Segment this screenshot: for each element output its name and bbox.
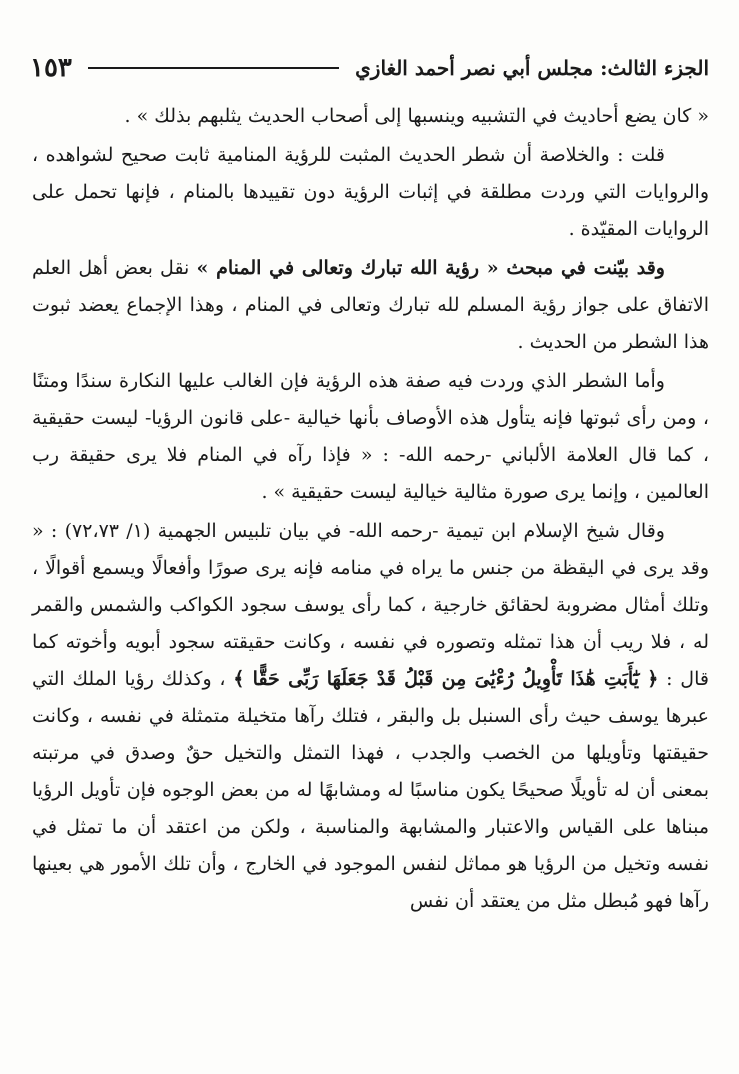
paragraph-text-continued: ، وكذلك رؤيا الملك التي عبرها يوسف حيث رأى السنبل بل والبقر ، فتلك رآها متخيلة متمثلة في نفسه ، وكانت حقيقتها وتأويلها من الخصب والجدب ، فهذا التمثل والتخيل حقٌ وصدق في مرتبته بمعنى أن له تأويلًا صحيحًا يكون مناسبًا له ومشابهًا له من بعض الوجوه فإن تأويل الرؤيا مبناها على القياس والاعتبار والمشابهة والمناسبة ، ولكن من اعتقد أن ما تمثل في نفسه وتخيل من الرؤيا هو مماثل لنفس الموجود في الخارج ، وأن تلك الأمور هي بعينها رآها فهو مُبطل مثل من يعتقد أن نفس [32,668,709,912]
page-number: ١٥٣ [30,53,72,83]
paragraph-ibn-taymiyyah [32,513,709,920]
paragraph-conclusion [32,137,709,248]
running-title: الجزء الثالث: مجلس أبي نصر أحمد الغازي [355,56,709,80]
paragraph-albani [32,363,709,511]
quran-verse: ﴿ يَٰٓأَبَتِ هَٰذَا تَأْوِيلُ رُءْيَٰىَ مِن قَبْلُ قَدْ جَعَلَهَا رَبِّى حَقًّا ﴾ [233,668,659,690]
paragraph-quote-end [32,98,709,135]
paragraph-text: قلت : والخلاصة أن شطر الحديث المثبت للرؤية المنامية ثابت صحيح لشواهده ، والروايات التي وردت مطلقة في إثبات الرؤية دون تقييدها بالمنام ، فإنها تحمل على الروايات المقيّدة . [32,144,709,240]
paragraph-text: وأما الشطر الذي وردت فيه صفة هذه الرؤية فإن الغالب عليها النكارة سندًا ومتنًا ، ومن رأى ثبوتها فإنه يتأول هذه الأوصاف بأنها خيالية -على قانون الرؤيا- ليست حقيقية ، كما قال العلامة الألباني -رحمه الله- : « فإذا رآه في المنام فلا يرى حقيقة رب العالمين ، وإنما يرى صورة مثالية خيالية ليست حقيقية » . [32,370,709,503]
paragraph-lead: وقد بيّنت في مبحث « رؤية الله تبارك وتعالى في المنام » [196,257,665,279]
paragraph-text: « كان يضع أحاديث في التشبيه وينسبها إلى أصحاب الحديث يثلبهم بذلك » . [124,105,709,127]
header-rule [88,67,339,69]
page-header [30,48,709,88]
paragraph-text: نقل بعض أهل العلم الاتفاق على جواز رؤية المسلم لله تبارك وتعالى في المنام ، وهذا الإجماع يعضد ثبوت هذا الشطر من الحديث . [32,257,709,353]
page-body [32,98,709,920]
paragraph-text: وقال شيخ الإسلام ابن تيمية -رحمه الله- في بيان تلبيس الجهمية (١/ ٧٢،٧٣) : « وقد يرى في اليقظة من جنس ما يراه في منامه فإنه يرى صورًا وأفعالًا ويسمع أقوالًا ، وتلك أمثال مضروبة لحقائق خارجية ، كما رأى يوسف سجود الكواكب والشمس والقمر له ، فلا ريب أن هذا تمثله وتصوره في نفسه ، وكانت حقيقته سجود أبويه وأخوته كما قال : [32,520,709,690]
paragraph-consensus [32,250,709,361]
